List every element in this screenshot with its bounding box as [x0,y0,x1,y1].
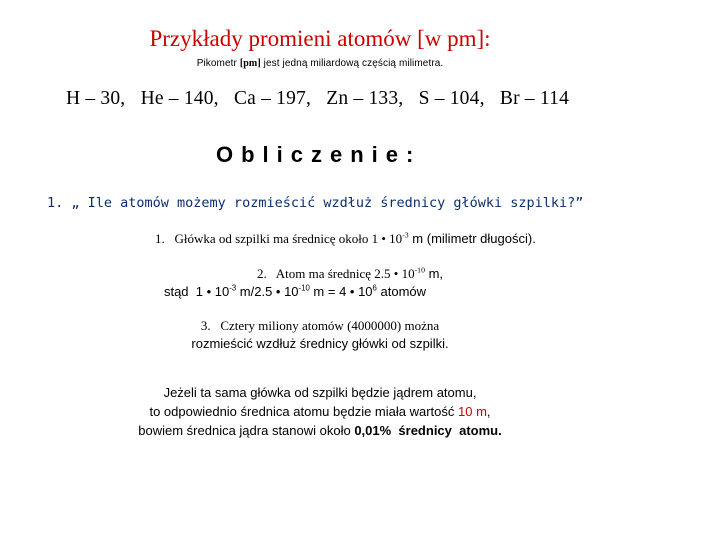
step-1-number: 1. [155,231,165,246]
final-line-2-text: to odpowiednio średnica atomu będzie miała wartość [149,403,459,419]
pikometr-unit: [pm] [239,58,261,69]
final-line-2 [0,403,640,422]
final-note [0,384,640,441]
pikometr-note-before: Pikometr [196,58,240,69]
calculation-heading: Obliczenie: [216,142,422,167]
step-2-line-2-b: m/2.5 • 10 [236,283,299,299]
step-2-line-2-c: m = 4 • 10 [309,283,373,299]
nucleus-percentage: 0,01% średnicy atomu. [354,422,502,438]
atomic-radii-list: H – 30, He – 140, Ca – 197, Zn – 133, S – 104, Br – 114 [66,88,570,109]
step-1-tail: m (milimetr długości). [408,231,536,246]
step-2-line-2-exp-1: -3 [229,283,237,293]
step-2-line-1-tail: m, [424,266,444,281]
page-title: Przykłady promieni atomów [w pm]: [149,26,491,51]
step-2-line-2-a: stąd 1 • 10 [163,283,230,299]
step-2-line-2-d: atomów [376,283,427,299]
atom-diameter-value: 10 m [458,403,487,419]
step-2-line-1-text: 2. Atom ma średnicę 2.5 • 10 [256,266,415,281]
step-3 [0,317,640,352]
final-line-2-post: , [486,403,491,419]
step-2-line-2 [0,283,700,301]
pikometr-note-after: jest jedną miliardową częścią milimetra. [260,58,444,69]
step-2 [0,265,700,300]
step-2-line-2-exp-3: 6 [372,283,377,293]
step-2-line-2-exp-2: -10 [298,283,310,293]
step-1-text: Główka od szpilki ma średnicę około 1 • 10 [174,231,403,246]
final-line-3-text: bowiem średnica jądra stanowi około [138,422,355,438]
step-3-line-2: rozmieścić wzdłuż średnicy główki od szpilki. [191,335,449,351]
final-line-1: Jeżeli ta sama główka od szpilki będzie jądrem atomu, [163,385,477,400]
pikometr-note [0,58,640,69]
final-line-3 [0,422,640,441]
step-2-line-1 [0,265,700,283]
step-1 [155,231,536,247]
step-3-line-1: 3. Cztery miliony atomów (4000000) można [200,318,440,333]
step-1-exponent: -3 [402,230,409,240]
step-2-line-1-exponent: -10 [414,265,425,275]
question-text: 1. „ Ile atomów możemy rozmieścić wzdłuż średnicy główki szpilki?” [47,195,584,211]
